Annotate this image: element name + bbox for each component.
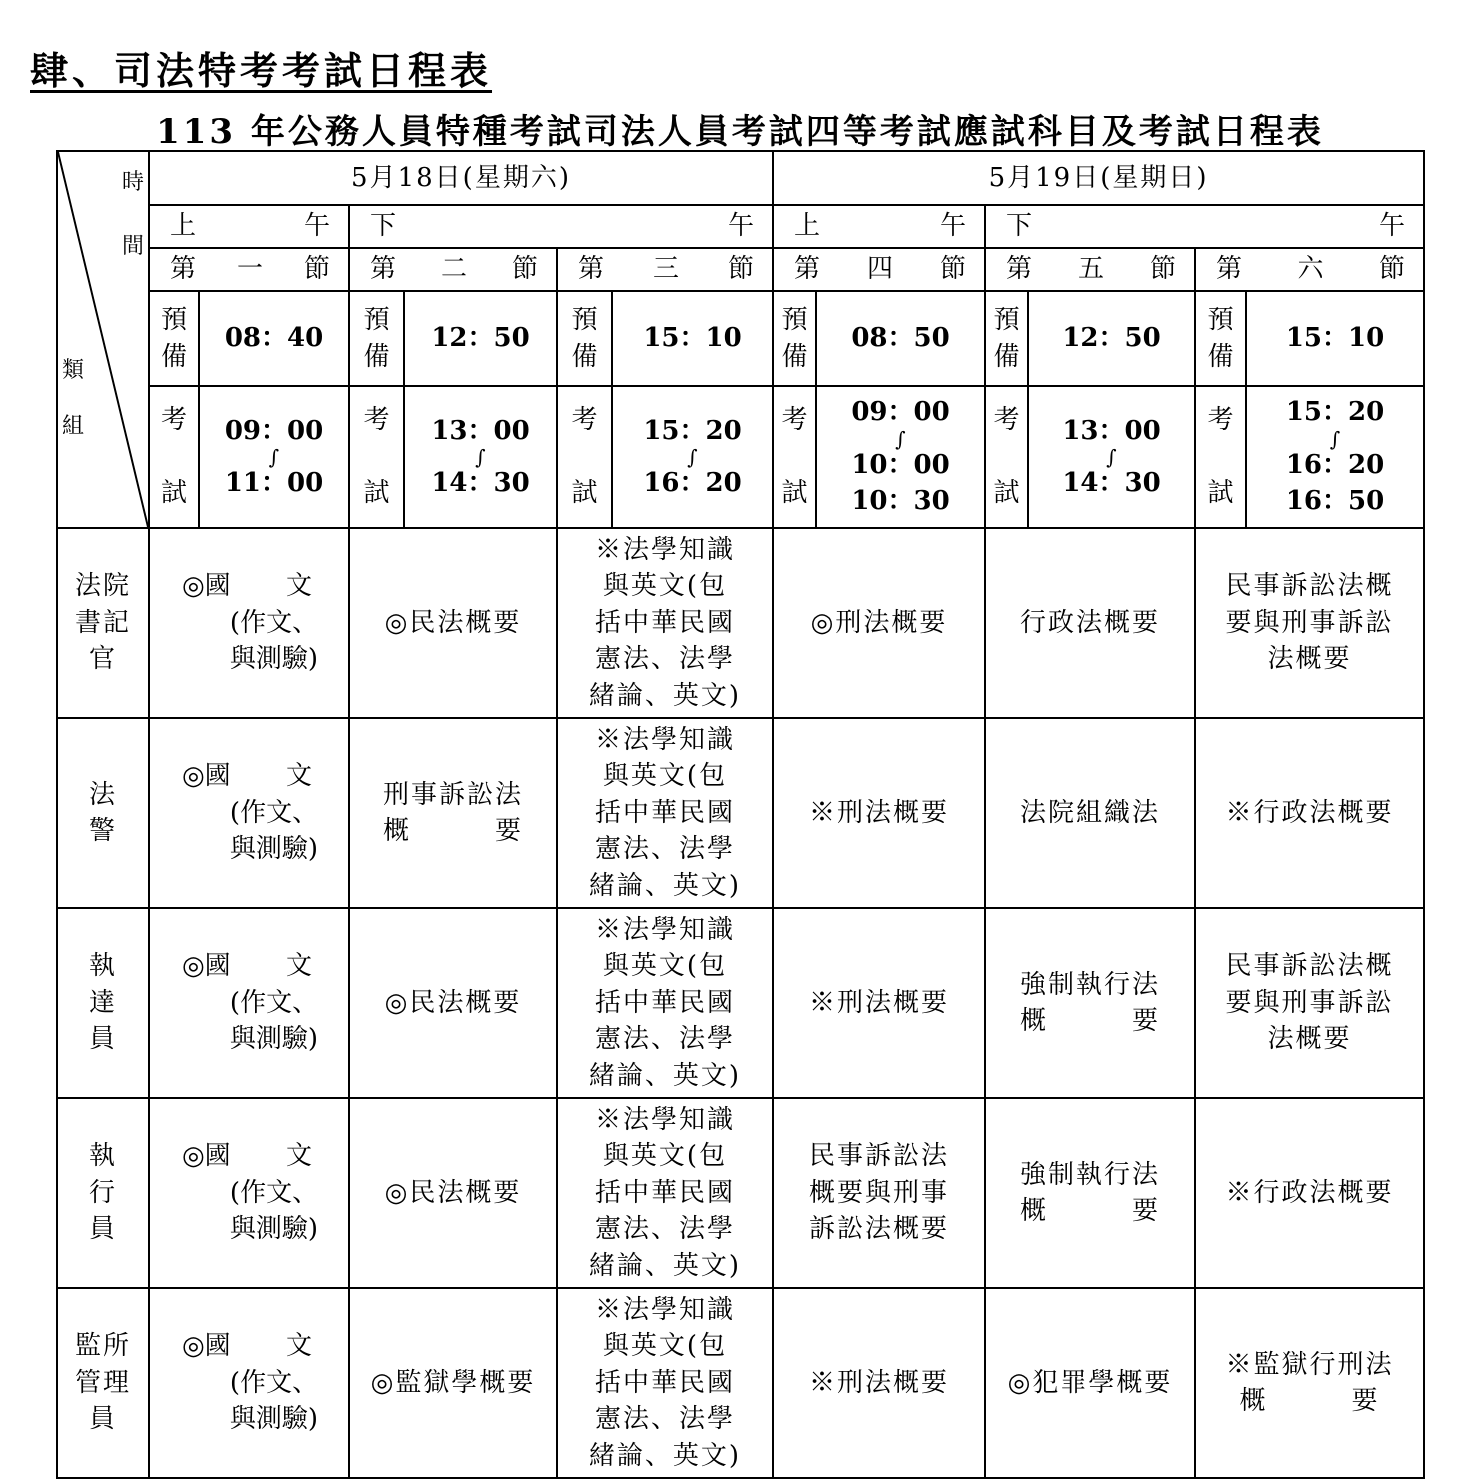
prep-time-2: 12：50 — [404, 291, 557, 386]
diagonal-divider — [58, 152, 148, 527]
exam-label-5: 考 試 — [985, 386, 1028, 528]
subject-period-6: 民事訴訟法概 要與刑事訴訟 法概要 — [1195, 528, 1424, 718]
subject-period-3: ※法學知識 與英文(包 括中華民國 憲法、法學 緒論、英文) — [557, 1098, 773, 1288]
exam-label-3: 考 試 — [557, 386, 612, 528]
subject-period-6: ※監獄行刑法 概 要 — [1195, 1288, 1424, 1478]
exam-label-2: 考 試 — [349, 386, 404, 528]
subject-period-5: 法院組織法 — [985, 718, 1195, 908]
subject-chinese: ◎國 文 (作文、 與測驗) — [149, 528, 349, 718]
table-row — [57, 528, 1424, 718]
subject-period-3: ※法學知識 與英文(包 括中華民國 憲法、法學 緒論、英文) — [557, 718, 773, 908]
header-corner-cell — [57, 151, 149, 528]
prep-label-5: 預 備 — [985, 291, 1028, 386]
subject-period-2: 刑事訴訟法 概 要 — [349, 718, 557, 908]
exam-time-6: 15：20 ∫ 16：20 16：50 — [1246, 386, 1424, 528]
date-day2: 5月19日(星期日) — [773, 151, 1424, 205]
subject-period-4: ◎刑法概要 — [773, 528, 985, 718]
prep-time-6: 15：10 — [1246, 291, 1424, 386]
prep-time-4: 08：50 — [816, 291, 985, 386]
exam-label-4: 考 試 — [773, 386, 816, 528]
exam-label-6: 考 試 — [1195, 386, 1246, 528]
am-day2: 上 午 — [773, 205, 985, 248]
exam-time-2: 13：00 ∫ 14：30 — [404, 386, 557, 528]
subject-period-5: 行政法概要 — [985, 528, 1195, 718]
corner-category-char-1: 類 — [62, 358, 85, 383]
prep-label-2: 預 備 — [349, 291, 404, 386]
corner-time-char-2: 間 — [121, 234, 144, 259]
subject-period-6: 民事訴訟法概 要與刑事訴訟 法概要 — [1195, 908, 1424, 1098]
table-row — [57, 908, 1424, 1098]
period-1: 第 一 節 — [149, 248, 349, 291]
prep-label-4: 預 備 — [773, 291, 816, 386]
subject-period-4: ※刑法概要 — [773, 1288, 985, 1478]
category-cell: 執 行 員 — [57, 1098, 149, 1288]
subject-period-6: ※行政法概要 — [1195, 1098, 1424, 1288]
exam-schedule-table — [56, 150, 1425, 1479]
category-cell: 執 達 員 — [57, 908, 149, 1098]
subject-period-4: 民事訴訟法 概要與刑事 訴訟法概要 — [773, 1098, 985, 1288]
category-cell: 法 警 — [57, 718, 149, 908]
exam-time-1: 09：00 ∫ 11：00 — [199, 386, 349, 528]
subject-period-2: ◎民法概要 — [349, 1098, 557, 1288]
period-5: 第 五 節 — [985, 248, 1195, 291]
subject-period-3: ※法學知識 與英文(包 括中華民國 憲法、法學 緒論、英文) — [557, 908, 773, 1098]
subject-period-5: 強制執行法 概 要 — [985, 908, 1195, 1098]
table-row — [57, 1288, 1424, 1478]
pm-day1: 下 午 — [349, 205, 773, 248]
period-3: 第 三 節 — [557, 248, 773, 291]
subject-period-4: ※刑法概要 — [773, 908, 985, 1098]
corner-time-char-1: 時 — [121, 170, 144, 195]
subject-period-5: ◎犯罪學概要 — [985, 1288, 1195, 1478]
pm-day2: 下 午 — [985, 205, 1424, 248]
table-title: 113 年公務人員特種考試司法人員考試四等考試應試科目及考試日程表 — [156, 112, 1324, 152]
am-day1: 上 午 — [149, 205, 349, 248]
period-6: 第 六 節 — [1195, 248, 1424, 291]
category-cell: 法院 書記 官 — [57, 528, 149, 718]
subject-period-3: ※法學知識 與英文(包 括中華民國 憲法、法學 緒論、英文) — [557, 1288, 773, 1478]
subject-chinese: ◎國 文 (作文、 與測驗) — [149, 908, 349, 1098]
prep-label-1: 預 備 — [149, 291, 199, 386]
subject-period-2: ◎民法概要 — [349, 528, 557, 718]
table-row — [57, 718, 1424, 908]
prep-label-6: 預 備 — [1195, 291, 1246, 386]
subject-period-4: ※刑法概要 — [773, 718, 985, 908]
subject-chinese: ◎國 文 (作文、 與測驗) — [149, 1098, 349, 1288]
subject-period-5: 強制執行法 概 要 — [985, 1098, 1195, 1288]
exam-label-1: 考 試 — [149, 386, 199, 528]
prep-time-5: 12：50 — [1028, 291, 1195, 386]
prep-time-1: 08：40 — [199, 291, 349, 386]
period-2: 第 二 節 — [349, 248, 557, 291]
exam-time-3: 15：20 ∫ 16：20 — [612, 386, 773, 528]
subject-period-2: ◎民法概要 — [349, 908, 557, 1098]
prep-time-3: 15：10 — [612, 291, 773, 386]
table-row — [57, 1098, 1424, 1288]
subject-chinese: ◎國 文 (作文、 與測驗) — [149, 1288, 349, 1478]
corner-category-char-2: 組 — [62, 414, 85, 439]
subject-period-6: ※行政法概要 — [1195, 718, 1424, 908]
section-heading: 肆、司法特考考試日程表 — [30, 48, 493, 93]
period-4: 第 四 節 — [773, 248, 985, 291]
exam-time-4: 09：00 ∫ 10：00 10：30 — [816, 386, 985, 528]
subject-period-3: ※法學知識 與英文(包 括中華民國 憲法、法學 緒論、英文) — [557, 528, 773, 718]
prep-label-3: 預 備 — [557, 291, 612, 386]
category-cell: 監所 管理 員 — [57, 1288, 149, 1478]
subject-period-2: ◎監獄學概要 — [349, 1288, 557, 1478]
date-day1: 5月18日(星期六) — [149, 151, 773, 205]
exam-time-5: 13：00 ∫ 14：30 — [1028, 386, 1195, 528]
subject-chinese: ◎國 文 (作文、 與測驗) — [149, 718, 349, 908]
